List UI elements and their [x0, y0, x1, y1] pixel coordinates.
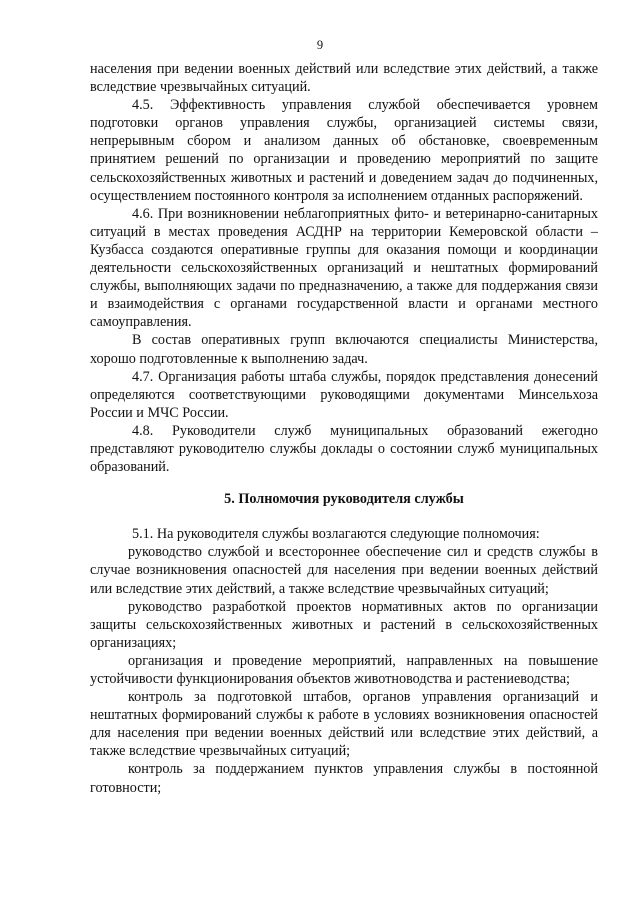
document-body — [90, 60, 598, 797]
paragraph-continuation: населения при ведении военных действий или вследствие этих действий, а также вследствие чрезвычайных ситуаций. — [90, 61, 598, 96]
list-item: руководство службой и всестороннее обеспечение сил и средств службы в случае возникновения опасностей для населения при ведении военных действий или вследствие этих действий, а также вследствие чрезвычайных ситуаций; — [90, 544, 598, 597]
list-item: руководство разработкой проектов нормативных актов по организации защиты сельскохозяйственных животных и растений в сельскохозяйственных организациях; — [90, 598, 598, 651]
paragraph-4-6: 4.6. При возникновении неблагоприятных фито- и ветеринарно-санитарных ситуаций в местах проведения АСДНР на территории Кемеровской области – Кузбасса создаются оперативные группы для оказания помощи и координации деятельности сельскохозяйственных организаций и нештатных формирований службы, выполняющих задачи по предназначению, а также для поддержания связи и взаимодействия с органами государственной власти и органами местного самоуправления. — [90, 205, 598, 331]
list-item: организация и проведение мероприятий, направленных на повышение устойчивости функционирования объектов животноводства и растениеводства; — [90, 652, 598, 687]
list-item: контроль за поддержанием пунктов управления службы в постоянной готовности; — [90, 761, 598, 796]
list-item: контроль за подготовкой штабов, органов управления организаций и нештатных формирований службы к работе в условиях возникновения опасностей для населения при ведении военных действий или вследствие этих действий, а также вследствие чрезвычайных ситуаций; — [90, 689, 598, 760]
paragraph-4-5: 4.5. Эффективность управления службой обеспечивается уровнем подготовки органов управления службы, организацией системы связи, непрерывным сбором и анализом данных об обстановке, своевременным принятием решений по организации и проведению мероприятий по защите сельскохозяйственных животных и растений и доведением задач до подчиненных, осуществлением постоянного контроля за исполнением отданных распоряжений. — [90, 97, 598, 204]
paragraph-4-7: 4.7. Организация работы штаба службы, порядок представления донесений определяются соответствующими руководящими документами Минсельхоза России и МЧС России. — [90, 368, 598, 421]
paragraph-operational-groups: В состав оперативных групп включаются специалисты Министерства, хорошо подготовленные к выполнению задач. — [90, 332, 598, 367]
paragraph-5-1: 5.1. На руководителя службы возлагаются следующие полномочия: — [132, 526, 540, 543]
paragraph-4-8: 4.8. Руководители служб муниципальных образований ежегодно представляют руководителю службы доклады о состоянии служб муниципальных образований. — [90, 422, 598, 476]
page-number: 9 — [316, 38, 324, 52]
section-heading: 5. Полномочия руководителя службы — [224, 491, 464, 508]
